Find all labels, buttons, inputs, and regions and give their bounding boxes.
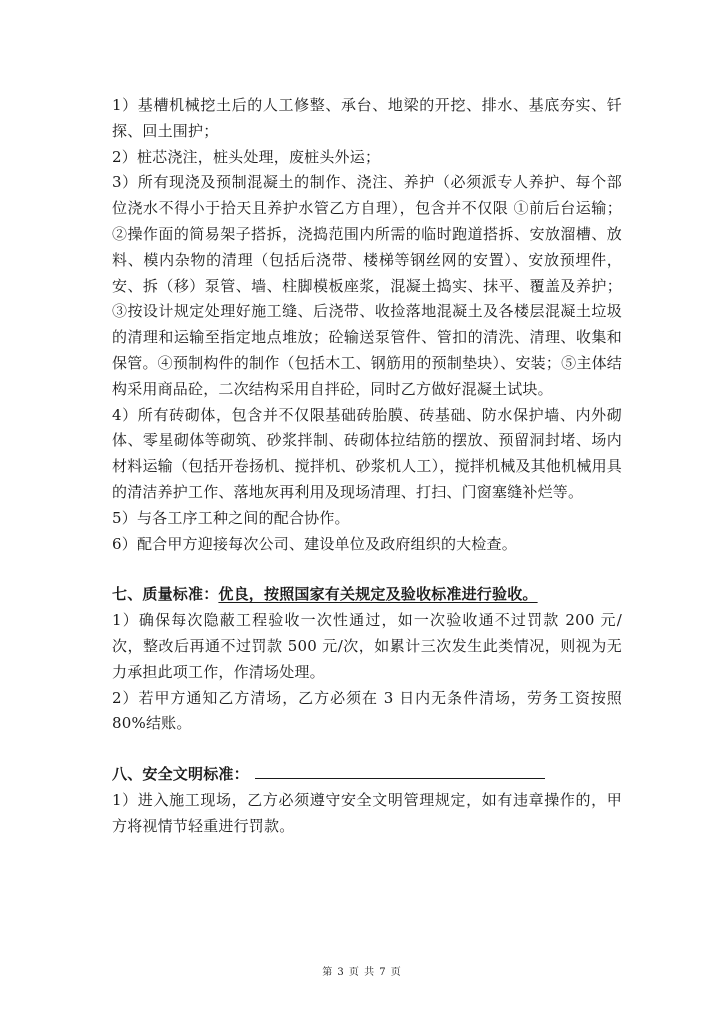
section-spacer xyxy=(112,557,622,582)
section6-item-3: 3）所有现浇及预制混凝土的制作、浇注、养护（必须派专人养护、每个部位浇水不得小于拾天且养护水管乙方自理），包含并不仅限 ①前后台运输；②操作面的简易架子搭拆，浇捣范围内所需的临时跑道搭拆、安放溜槽、放料、模内杂物的清理（包括后浇带、楼梯等钢丝网的安置）、安放预埋件，安、拆（移）泵管、墙、柱脚模板座浆，混凝土捣实、抹平、覆盖及养护；③按设计规定处理好施工缝、后浇带、收捡落地混凝土及各楼层混凝土垃圾的清理和运输至指定地点堆放；砼输送泵管件、管扣的清洗、清理、收集和保管。④预制构件的制作（包括木工、钢筋用的预制垫块）、安装；⑤主体结构采用商品砼，二次结构采用自拌砼，同时乙方做好混凝土试块。 xyxy=(112,173,622,398)
section7-heading xyxy=(112,582,622,608)
section7-heading-standard: 优良，按照国家有关规定及验收标准进行验收。 xyxy=(218,585,538,604)
section7-heading-label: 七、质量标准： xyxy=(112,585,219,604)
section7-item-2: 2）若甲方通知乙方清场，乙方必须在 3 日内无条件清场，劳务工资按照 80%结账。 xyxy=(112,688,622,733)
section6-item-2: 2）桩芯浇注，桩头处理，废桩头外运； xyxy=(112,147,381,166)
section8-heading xyxy=(112,762,622,788)
document-body xyxy=(112,93,622,840)
section8-blank-line xyxy=(255,762,545,779)
page-number-footer: 第 3 页 共 7 页 xyxy=(322,967,402,978)
section6-item-4: 4）所有砖砌体，包含并不仅限基础砖胎膜、砖基础、防水保护墙、内外砌体、零星砌体等砌筑、砂浆拌制、砖砌体拉结筋的摆放、预留洞封堵、场内材料运输（包括开卷扬机、搅拌机、砂浆机人工），搅拌机械及其他机械用具的清洁养护工作、落地灰再利用及现场清理、打扫、门窗塞缝补烂等。 xyxy=(112,405,622,501)
section-spacer xyxy=(112,737,622,762)
section7-item-1: 1）确保每次隐蔽工程验收一次性通过，如一次验收通不过罚款 200 元/次，整改后再通不过罚款 500 元/次，如累计三次发生此类情况，则视为无力承担此项工作，作清场处理。 xyxy=(112,611,622,681)
section8-item-1: 1）进入施工现场，乙方必须遵守安全文明管理规定，如有违章操作的，甲方将视情节轻重进行罚款。 xyxy=(112,790,622,835)
section8-heading-label: 八、安全文明标准： xyxy=(112,765,249,784)
section6-item-5: 5）与各工序工种之间的配合协作。 xyxy=(112,508,350,527)
section6-item-6: 6）配合甲方迎接每次公司、建设单位及政府组织的大检查。 xyxy=(112,534,517,553)
section6-item-1: 1）基槽机械挖土后的人工修整、承台、地梁的开挖、排水、基底夯实、钎探、回土围护； xyxy=(112,96,622,140)
